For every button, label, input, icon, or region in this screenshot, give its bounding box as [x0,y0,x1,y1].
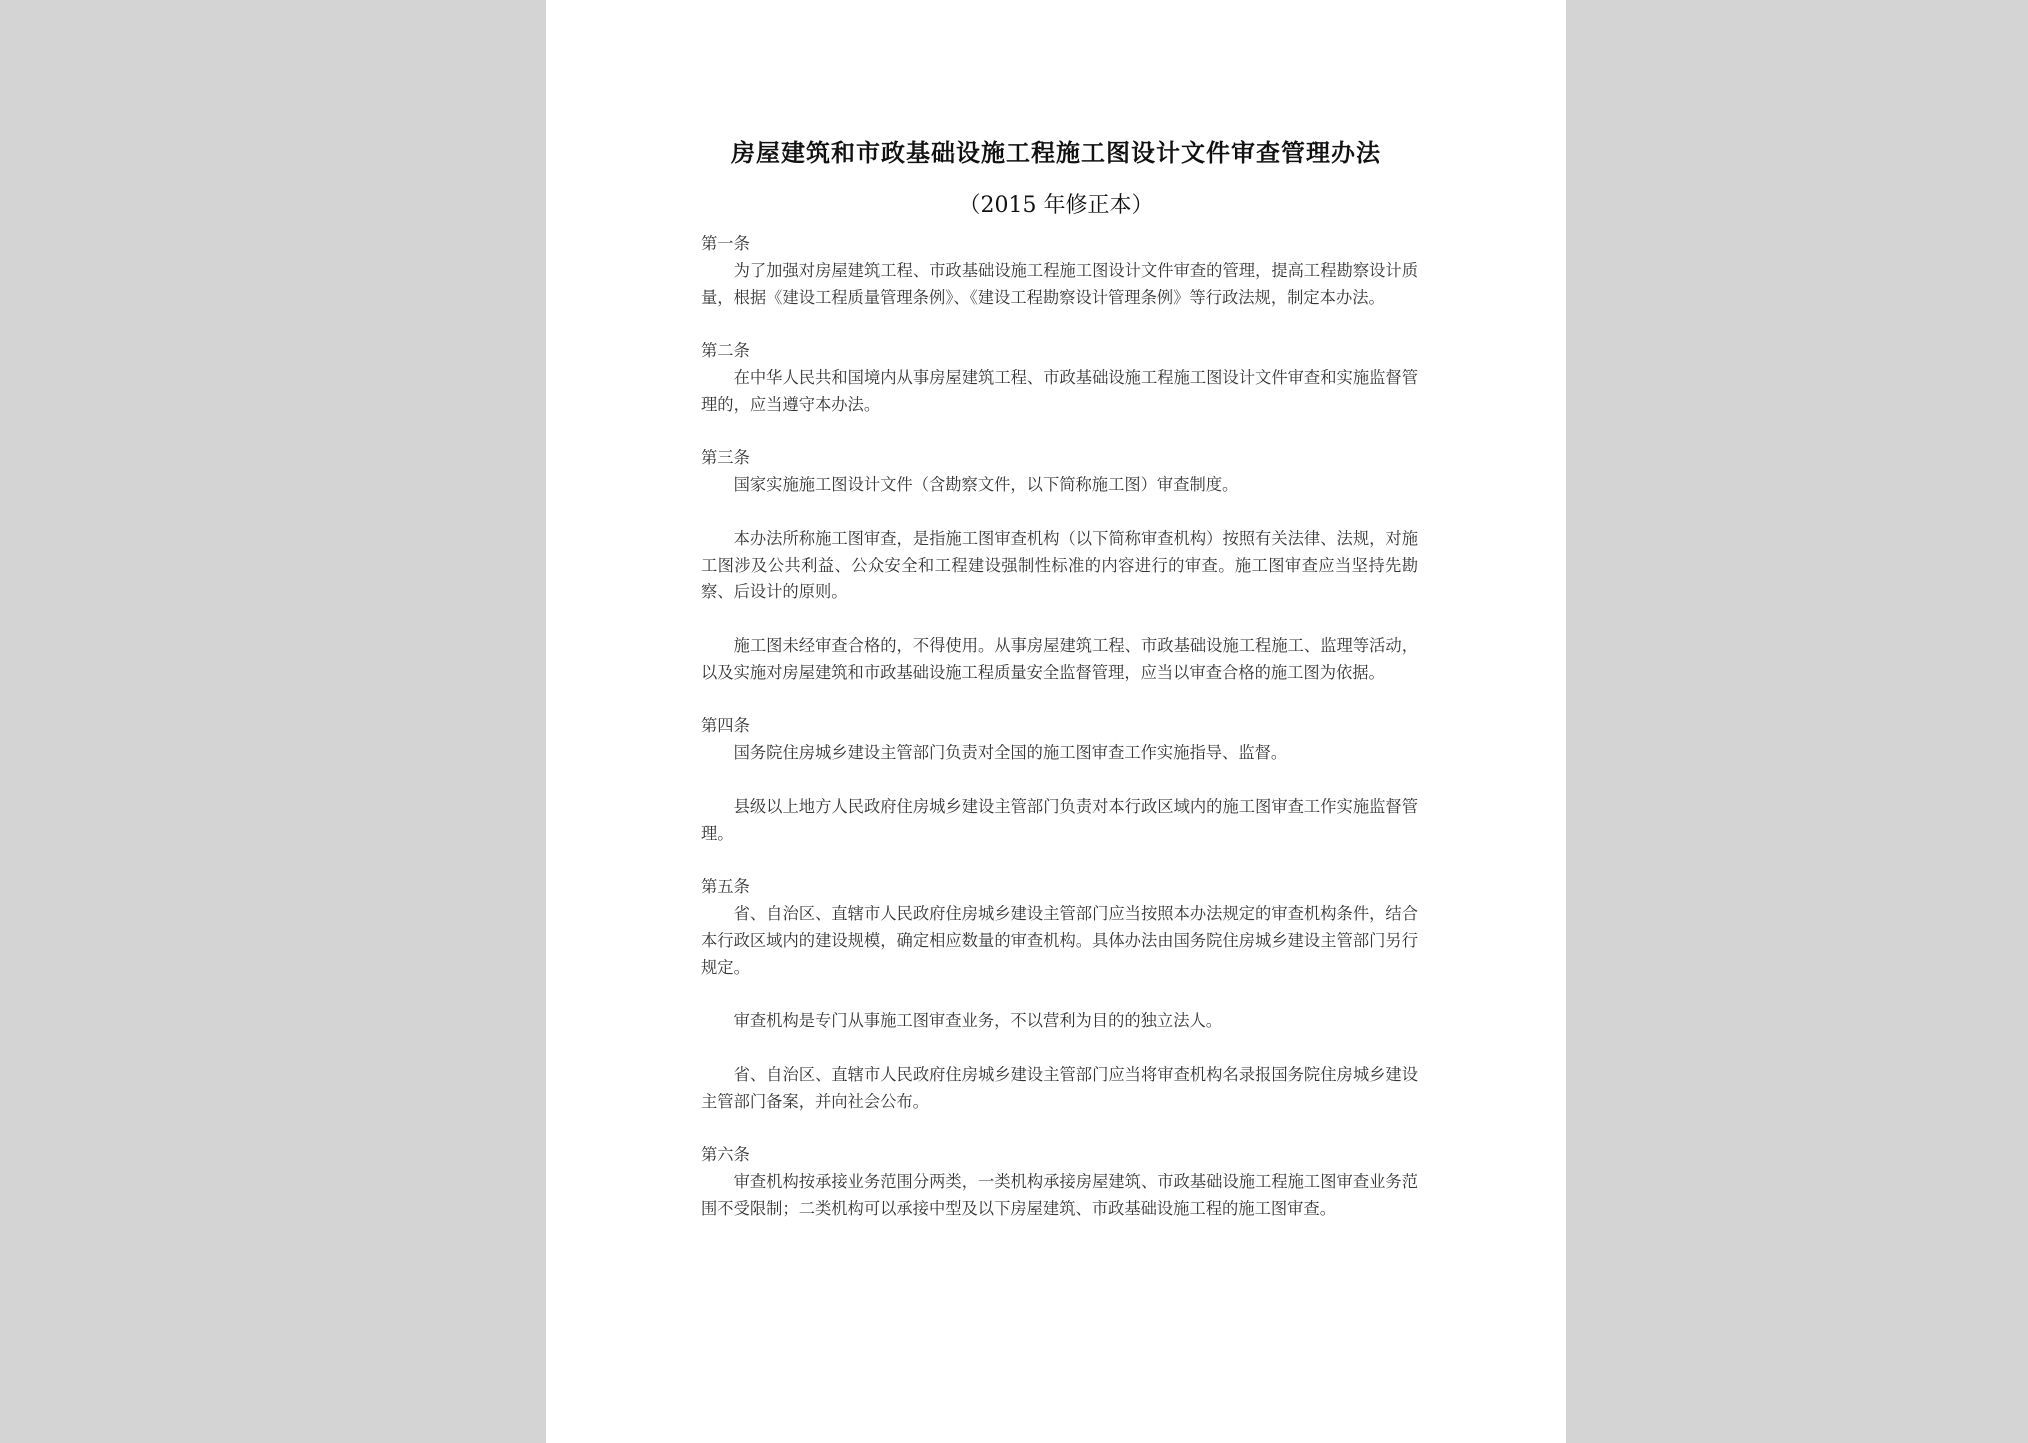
article-2 [701,338,1418,418]
document-page [546,0,1566,1443]
document-title: 房屋建筑和市政基础设施工程施工图设计文件审查管理办法 [731,138,1381,167]
article-paragraph: 国务院住房城乡建设主管部门负责对全国的施工图审查工作实施指导、监督。 [733,743,1288,763]
document-body [701,231,1418,1222]
article-heading: 第六条 [701,1145,750,1165]
article-paragraph: 审查机构按承接业务范围分两类，一类机构承接房屋建筑、市政基础设施工程施工图审查业务范围不受限制；二类机构可以承接中型及以下房屋建筑、市政基础设施工程的施工图审查。 [701,1171,1418,1218]
article-4 [701,713,1418,847]
article-heading: 第五条 [701,877,750,897]
article-paragraph: 省、自治区、直辖市人民政府住房城乡建设主管部门应当将审查机构名录报国务院住房城乡建设主管部门备案，并向社会公布。 [701,1064,1418,1111]
article-heading: 第二条 [701,341,750,361]
article-paragraph: 本办法所称施工图审查，是指施工图审查机构（以下简称审查机构）按照有关法律、法规，对施工图涉及公共利益、公众安全和工程建设强制性标准的内容进行的审查。施工图审查应当坚持先勘察、后设计的原则。 [701,528,1418,602]
article-6 [701,1142,1418,1222]
article-heading: 第一条 [701,234,750,253]
article-paragraph: 国家实施施工图设计文件（含勘察文件，以下简称施工图）审查制度。 [733,475,1239,495]
article-5 [701,874,1418,1115]
article-heading: 第四条 [701,716,750,736]
article-paragraph: 县级以上地方人民政府住房城乡建设主管部门负责对本行政区域内的施工图审查工作实施监督管理。 [701,796,1418,843]
article-heading: 第三条 [701,448,750,468]
article-3 [701,445,1418,686]
article-paragraph: 审查机构是专门从事施工图审查业务，不以营利为目的的独立法人。 [733,1011,1223,1031]
article-paragraph: 在中华人民共和国境内从事房屋建筑工程、市政基础设施工程施工图设计文件审查和实施监督管理的，应当遵守本办法。 [701,367,1418,414]
article-1 [701,231,1418,311]
article-paragraph: 施工图未经审查合格的，不得使用。从事房屋建筑工程、市政基础设施工程施工、监理等活动，以及实施对房屋建筑和市政基础设施工程质量安全监督管理，应当以审查合格的施工图为依据。 [701,635,1418,682]
article-paragraph: 为了加强对房屋建筑工程、市政基础设施工程施工图设计文件审查的管理，提高工程勘察设计质量，根据《建设工程质量管理条例》、《建设工程勘察设计管理条例》等行政法规，制定本办法。 [701,260,1418,307]
article-paragraph: 省、自治区、直辖市人民政府住房城乡建设主管部门应当按照本办法规定的审查机构条件，结合本行政区域内的建设规模，确定相应数量的审查机构。具体办法由国务院住房城乡建设主管部门另行规定。 [701,903,1418,977]
document-subtitle: （2015 年修正本） [958,193,1154,218]
